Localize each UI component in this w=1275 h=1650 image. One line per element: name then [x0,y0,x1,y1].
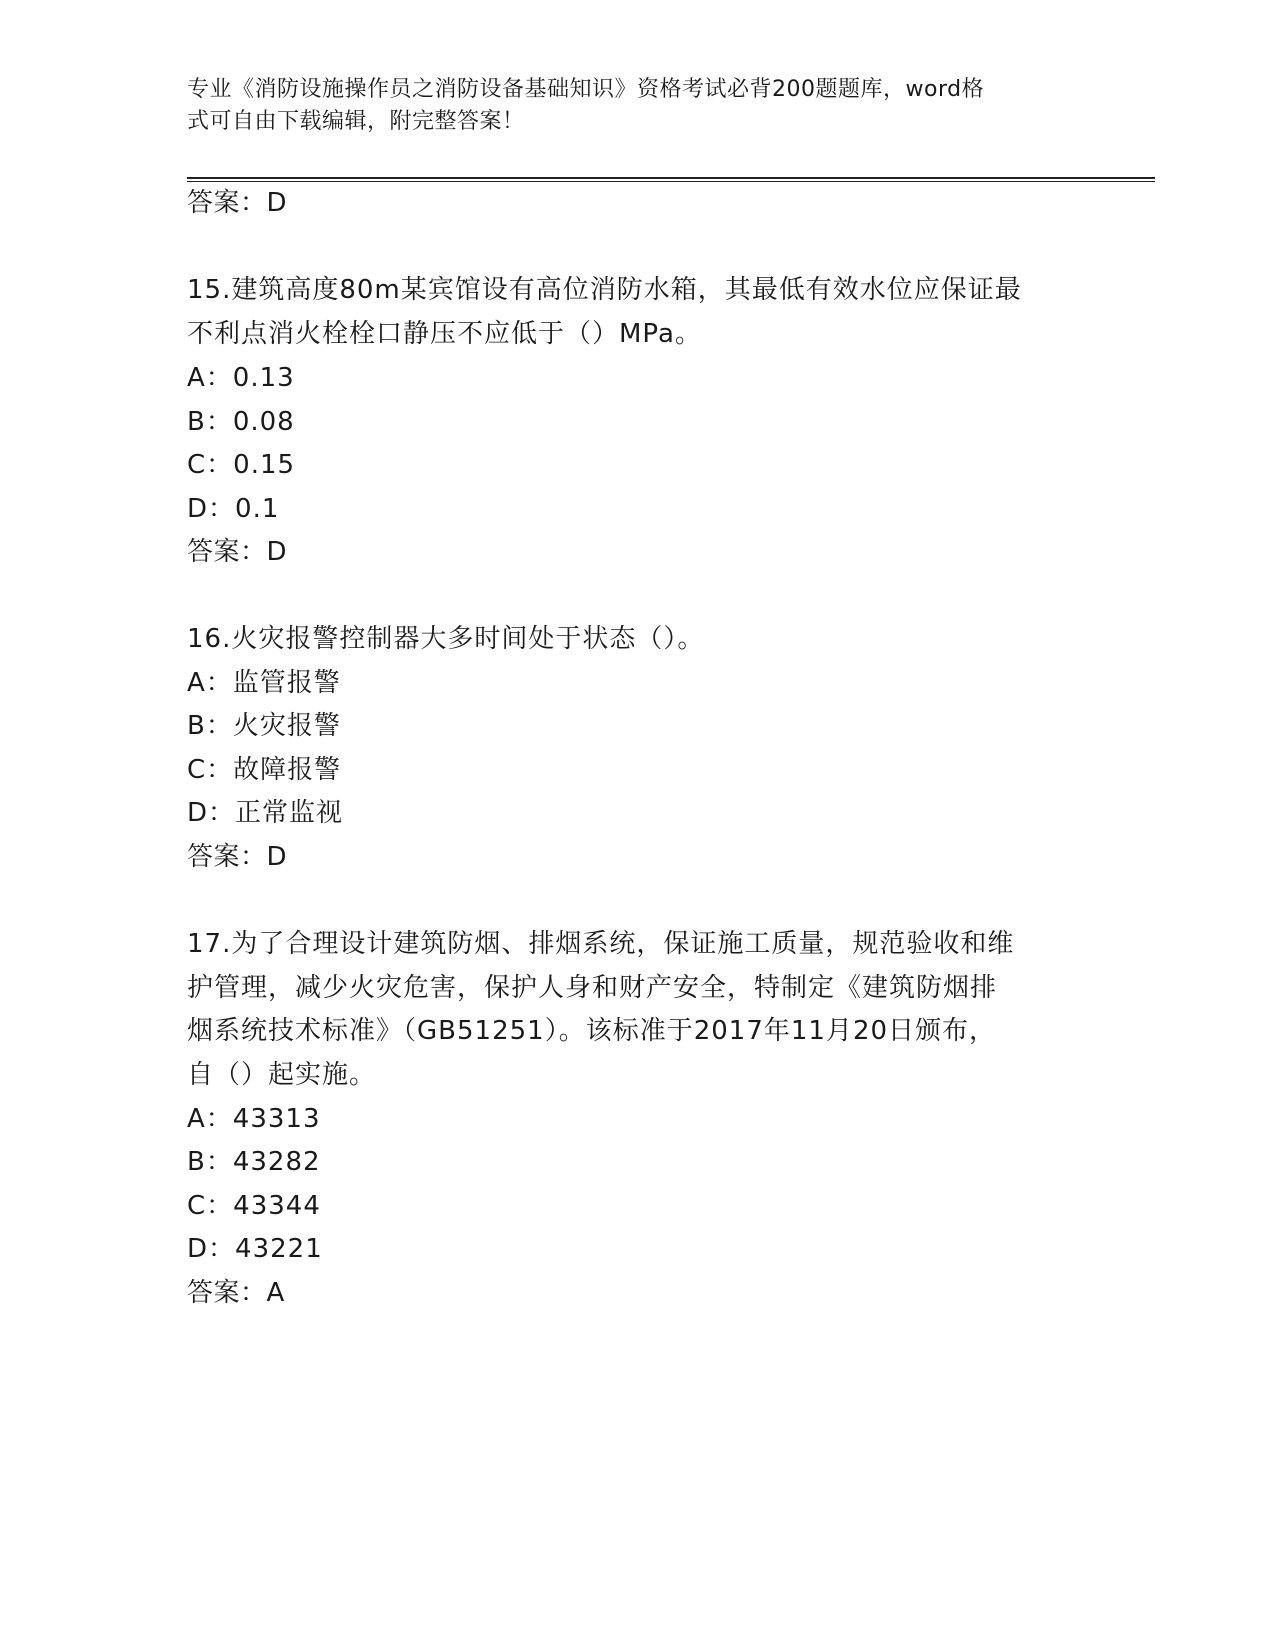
question-17-stem-line-1: 17.为了合理设计建筑防烟、排烟系统，保证施工质量，规范验收和维 [187,929,1015,959]
question-17-stem-line-3: 烟系统技术标准》（GB51251）。该标准于2017年11月20日颁布， [187,1016,997,1046]
question-17-option-a: A：43313 [187,1104,321,1134]
question-16-option-a: A：监管报警 [187,668,341,698]
question-15-stem-line-2: 不利点消火栓栓口静压不应低于（）MPa。 [187,319,702,349]
document-header [187,74,1087,138]
question-15-option-a: A：0.13 [187,363,295,393]
question-15-option-b: B：0.08 [187,407,295,437]
header-line-1: 专业《消防设施操作员之消防设备基础知识》资格考试必背200题题库，word格 [187,77,985,102]
question-16-option-b: B：火灾报警 [187,711,341,741]
question-17-option-d: D：43221 [187,1234,323,1264]
question-16-option-d: D：正常监视 [187,798,344,828]
question-15-option-d: D：0.1 [187,494,280,524]
header-divider [187,177,1155,182]
previous-answer: 答案：D [187,188,288,218]
question-17-answer: 答案：A [187,1278,285,1308]
question-15-option-c: C：0.15 [187,450,296,480]
question-17-stem-line-4: 自（）起实施。 [187,1060,377,1090]
question-17-option-b: B：43282 [187,1147,321,1177]
header-line-2: 式可自由下载编辑，附完整答案！ [187,109,525,134]
question-15-answer: 答案：D [187,537,288,567]
question-16-stem-line-1: 16.火灾报警控制器大多时间处于状态（）。 [187,624,705,654]
question-17-stem-line-2: 护管理，减少火灾危害，保护人身和财产安全，特制定《建筑防烟排 [187,973,998,1003]
question-16-answer: 答案：D [187,842,288,872]
question-15-stem-line-1: 15.建筑高度80m某宾馆设有高位消防水箱，其最低有效水位应保证最 [187,275,1022,305]
question-17-option-c: C：43344 [187,1191,321,1221]
question-16-option-c: C：故障报警 [187,755,342,785]
